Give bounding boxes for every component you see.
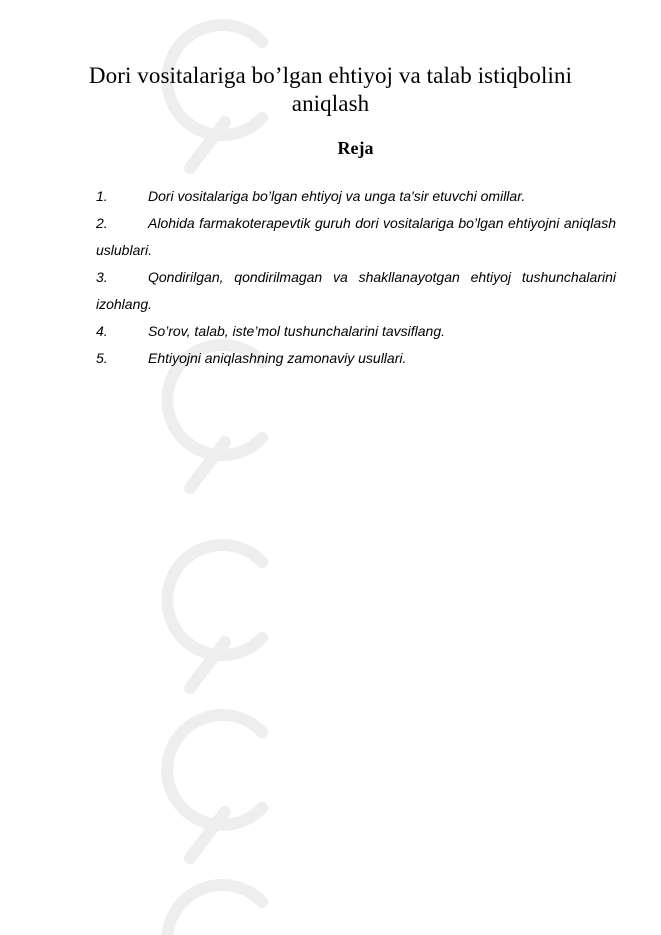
plan-item	[96, 318, 616, 345]
plan-item	[96, 210, 616, 264]
plan-item-text: Dori vositalariga bo’lgan ehtiyoj va unga ta'sir etuvchi omillar.	[148, 188, 526, 204]
plan-item	[96, 183, 616, 210]
plan-item-text: So’rov, talab, iste’mol tushunchalarini tavsiflang.	[148, 323, 446, 339]
plan-item-number: 5.	[96, 350, 108, 366]
plan-list	[96, 183, 616, 372]
document-title: Dori vositalariga bo’lgan ehtiyoj va talab istiqbolini aniqlash	[88, 63, 573, 116]
plan-item-number: 3.	[96, 269, 108, 285]
plan-item-number: 4.	[96, 323, 108, 339]
plan-item	[96, 264, 616, 318]
plan-item-text: Qondirilgan, qondirilmagan va shakllanayotgan ehtiyoj tushunchalarini izohlang.	[96, 269, 616, 312]
plan-item-number: 2.	[96, 215, 108, 231]
plan-item	[96, 345, 616, 372]
plan-item-number: 1.	[96, 188, 108, 204]
plan-item-text: Ehtiyojni aniqlashning zamonaviy usullari.	[148, 350, 407, 366]
plan-item-text: Alohida farmakoterapevtik guruh dori vositalariga bo’lgan ehtiyojni aniqlash uslublari.	[96, 215, 616, 258]
plan-heading: Reja	[337, 138, 374, 158]
